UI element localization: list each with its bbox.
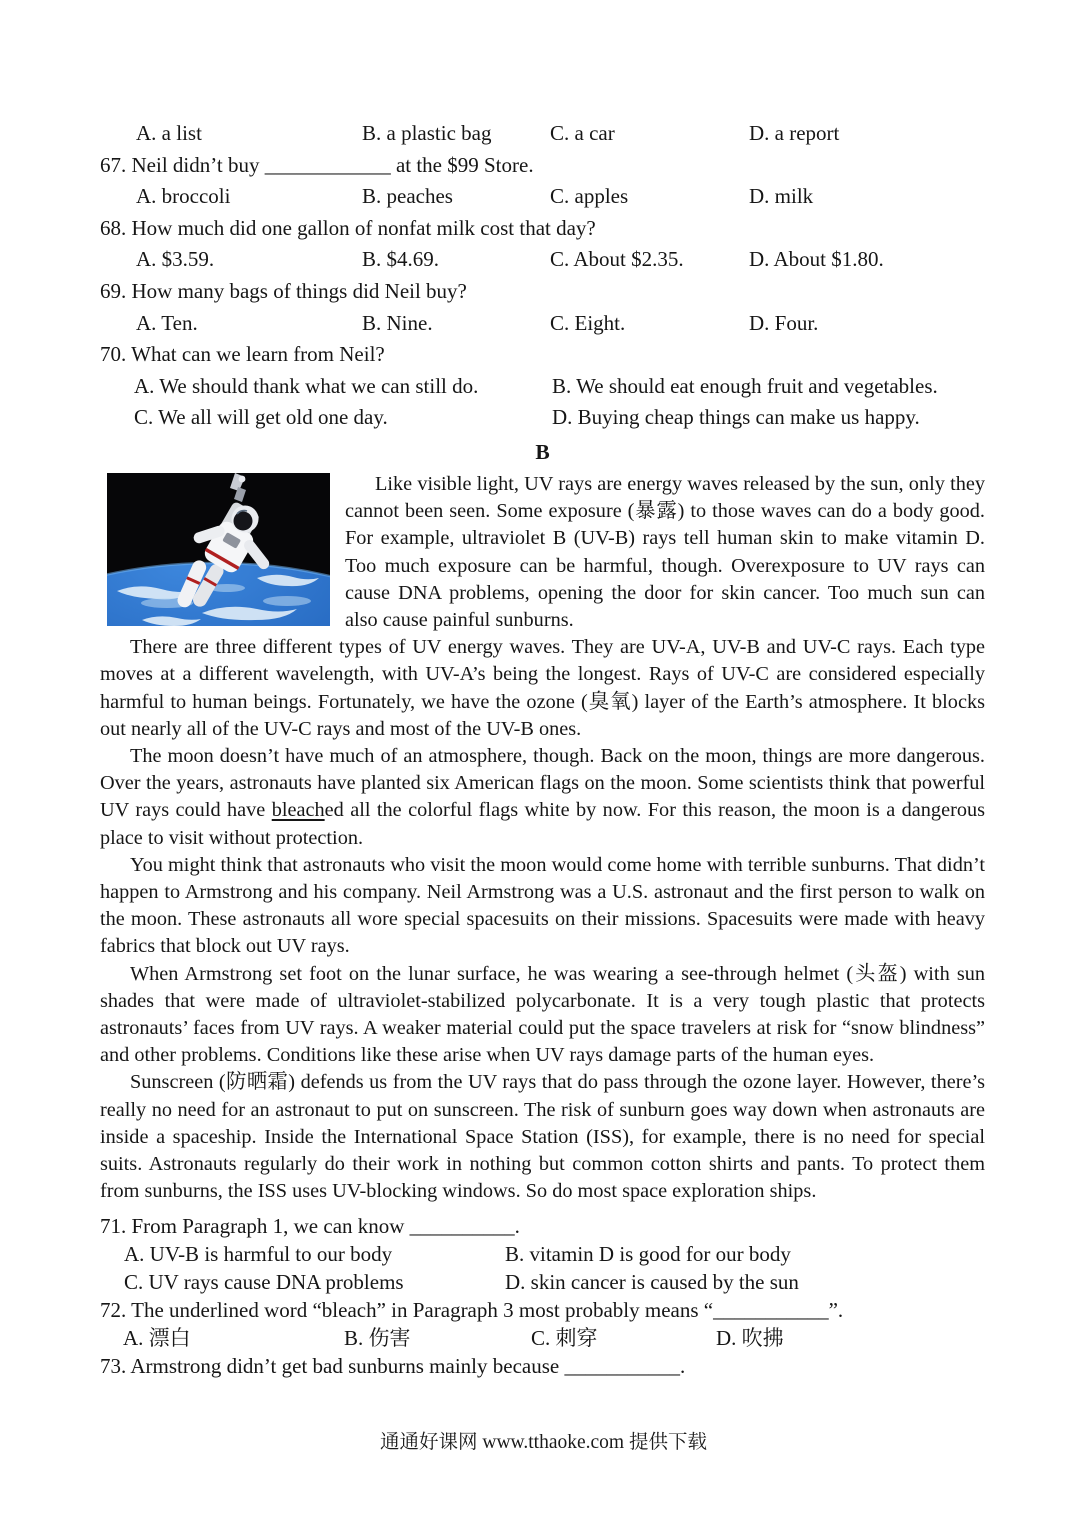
paragraph-5-text: When Armstrong set foot on the lunar surface, he was wearing a see-through helmet (头盔) with sun shades that were made of ultraviolet-stabilized polycarbonate. It is a very tough plastic that protects astronauts’ faces from UV rays. A weaker material could put the space travelers at risk for “snow blindness” and other problems. Conditions like these arise when UV rays damage parts of the human eyes. bbox=[100, 962, 985, 1067]
question-72-stem: 72. The underlined word “bleach” in Paragraph 3 most probably means “___________”. bbox=[100, 1298, 844, 1323]
question-67-stem: 67. Neil didn’t buy ____________ at the $99 Store. bbox=[100, 152, 534, 177]
q66-options-row bbox=[100, 118, 985, 150]
paragraph-3-text-after: ed all the colorful flags white by now. For this reason, the moon is a dangerous place to visit without protection. bbox=[100, 799, 985, 849]
paragraph-6-text: Sunscreen (防晒霜) defends us from the UV rays that do pass through the ozone layer. However, there’s really no need for an astronaut to put on sunscreen. The risk of sunburn goes way down when astronauts are inside a spaceship. Inside the International Space Station (ISS), for example, there is no need for special suits. Astronauts regularly do their work in nothing but common cotton shirts and pants. To protect them from sunburns, the ISS uses UV-blocking windows. So do most space exploration ships. bbox=[100, 1071, 985, 1203]
q70-option-a: A. We should thank what we can still do. bbox=[134, 373, 479, 398]
q71-options-row-2 bbox=[100, 1268, 985, 1296]
question-71-stem: 71. From Paragraph 1, we can know __________. bbox=[100, 1214, 520, 1239]
passage-paragraph-4 bbox=[100, 852, 985, 961]
q71-option-c: C. UV rays cause DNA problems bbox=[124, 1270, 404, 1295]
q66-option-d: D. a report bbox=[749, 121, 840, 145]
q66-option-a: A. a list bbox=[136, 121, 202, 145]
q67-options-row bbox=[100, 181, 985, 213]
paragraph-2-text: There are three different types of UV energy waves. They are UV-A, UV-B and UV-C rays. Each type moves at a different wavelength, with UV-A’s being the longest. Rays of UV-C are considered especially harmful to human beings. Fortunately, we have the ozone (臭氧) layer of the Earth’s atmosphere. It blocks out nearly all of the UV-C rays and most of the UV-B ones. bbox=[100, 636, 985, 740]
passage-paragraph-3 bbox=[100, 743, 985, 852]
passage-paragraph-5 bbox=[100, 961, 985, 1070]
passage-paragraph-2 bbox=[100, 634, 985, 743]
paragraph-4-text: You might think that astronauts who visit the moon would come home with terrible sunburns. That didn’t happen to Armstrong and his company. Neil Armstrong was a U.S. astronaut and the first person to walk on the moon. These astronauts all wore special spacesuits on their missions. Spacesuits were made with heavy fabrics that block out UV rays. bbox=[100, 853, 985, 958]
q69-option-c: C. Eight. bbox=[550, 310, 626, 335]
q68-option-d: D. About $1.80. bbox=[749, 247, 884, 272]
q67-option-c: C. apples bbox=[550, 184, 629, 209]
q66-option-c: C. a car bbox=[550, 121, 615, 145]
paragraph-1-text: Like visible light, UV rays are energy waves released by the sun, only they cannot been seen. Some exposure (暴露) to those waves can do a body good. For example, ultraviolet B (UV-B) rays tell human skin to make vitamin D. Too much exposure can be harmful, though. Overexposure to UV rays can cause DNA problems, opening the door for skin cancer. Too much sun can also cause painful sunburns. bbox=[345, 472, 985, 631]
q71-option-b: B. vitamin D is good for our body bbox=[505, 1242, 791, 1267]
q70-options-row-1 bbox=[100, 371, 985, 403]
q70-option-d: D. Buying cheap things can make us happy. bbox=[552, 405, 920, 430]
q67-option-d: D. milk bbox=[749, 184, 814, 209]
question-69-stem: 69. How many bags of things did Neil buy? bbox=[100, 278, 467, 303]
footer-watermark: 通通好课网 www.tthaoke.com 提供下载 bbox=[380, 1432, 707, 1453]
q72-option-a: A. 漂白 bbox=[123, 1326, 191, 1351]
q69-option-b: B. Nine. bbox=[362, 310, 433, 335]
question-73-stem: 73. Armstrong didn’t get bad sunburns mainly because ___________. bbox=[100, 1354, 686, 1379]
reading-passage-b bbox=[100, 471, 985, 1205]
q70-option-b: B. We should eat enough fruit and vegetables. bbox=[552, 373, 938, 398]
underlined-word-bleach: bleach bbox=[271, 799, 325, 822]
questions-66-70 bbox=[100, 118, 985, 434]
q70-option-c: C. We all will get old one day. bbox=[134, 405, 388, 430]
q68-option-c: C. About $2.35. bbox=[550, 247, 684, 272]
q71-option-d: D. skin cancer is caused by the sun bbox=[505, 1270, 799, 1295]
section-b-heading: B bbox=[535, 439, 550, 464]
q66-option-b: B. a plastic bag bbox=[362, 121, 492, 145]
q71-option-a: A. UV-B is harmful to our body bbox=[124, 1242, 393, 1267]
q69-option-a: A. Ten. bbox=[136, 310, 198, 335]
q67-option-b: B. peaches bbox=[362, 184, 453, 209]
q68-option-a: A. $3.59. bbox=[136, 247, 215, 272]
question-70-stem: 70. What can we learn from Neil? bbox=[100, 342, 385, 367]
q72-option-b: B. 伤害 bbox=[344, 1326, 411, 1351]
questions-71-73 bbox=[100, 1212, 985, 1380]
q69-options-row bbox=[100, 308, 985, 340]
question-68-stem: 68. How much did one gallon of nonfat milk cost that day? bbox=[100, 215, 596, 240]
q67-option-a: A. broccoli bbox=[136, 184, 231, 209]
passage-paragraph-6 bbox=[100, 1069, 985, 1205]
q72-option-c: C. 刺穿 bbox=[531, 1326, 598, 1351]
q72-options-row bbox=[100, 1324, 985, 1352]
paragraph-3-text-before: The moon doesn’t have much of an atmosphere, though. Back on the moon, things are more dangerous. Over the years, astronauts have planted six American flags on the moon. Some scientists think that powerful UV rays could have bbox=[100, 744, 985, 822]
q68-option-b: B. $4.69. bbox=[362, 247, 440, 272]
q69-option-d: D. Four. bbox=[749, 310, 819, 335]
q72-option-d: D. 吹拂 bbox=[716, 1326, 784, 1351]
astronaut-spacewalk-photo bbox=[107, 473, 330, 626]
q68-options-row bbox=[100, 244, 985, 276]
q71-options-row-1 bbox=[100, 1240, 985, 1268]
q70-options-row-2 bbox=[100, 402, 985, 434]
